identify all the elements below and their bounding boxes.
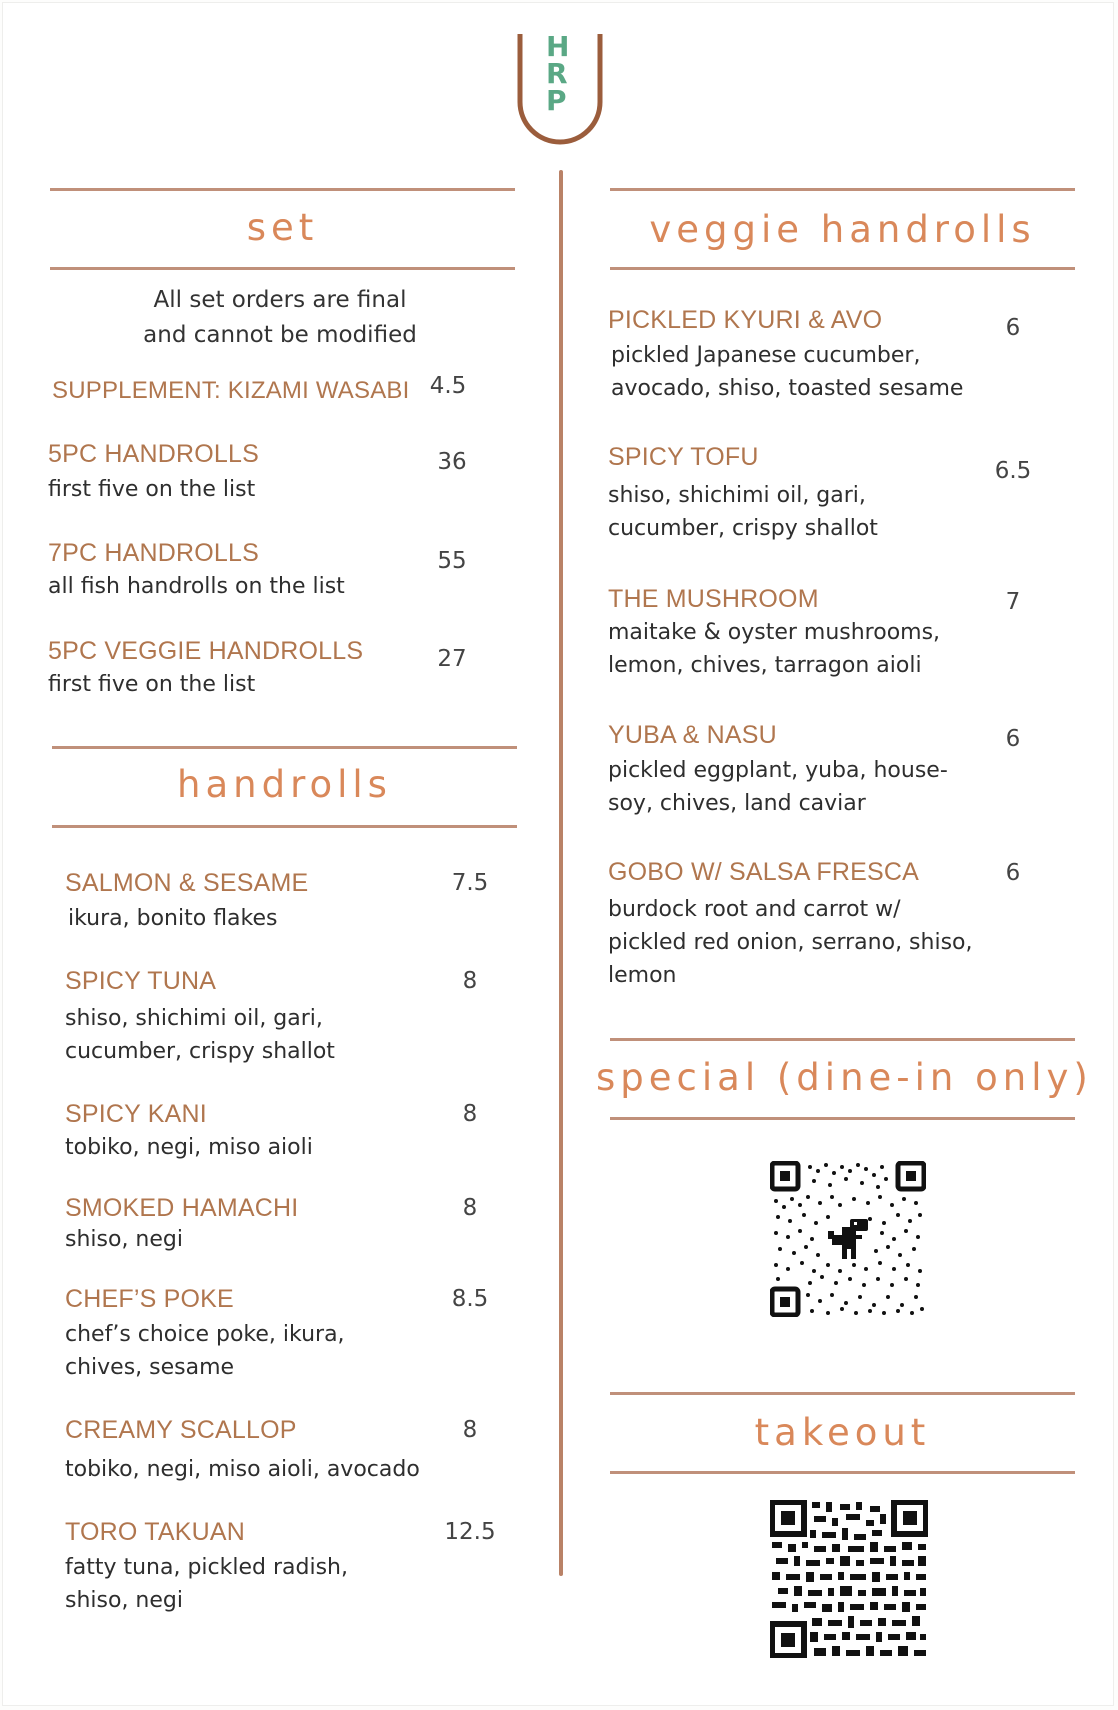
handroll-item [65, 866, 308, 935]
handrolls-rule-top [52, 746, 517, 749]
item-desc: soy, chives, land caviar [608, 791, 866, 816]
item-price: 55 [437, 548, 467, 574]
item-price: 7.5 [451, 870, 489, 896]
item-price: 6 [1005, 726, 1021, 752]
item-desc: fatty tuna, pickled radish, [65, 1555, 348, 1580]
item-name: SUPPLEMENT: KIZAMI WASABI [52, 377, 410, 404]
center-divider [559, 170, 563, 1576]
veggie-item [608, 718, 948, 820]
item-desc: tobiko, negi, miso aioli, avocado [65, 1457, 420, 1482]
item-name: CREAMY SCALLOP [65, 1416, 297, 1444]
set-item-5pc-veggie [48, 634, 363, 701]
item-desc: pickled red onion, serrano, shiso, [608, 930, 973, 955]
handroll-item [65, 1282, 345, 1384]
item-desc: tobiko, negi, miso aioli [65, 1135, 313, 1160]
takeout-qr-code[interactable] [770, 1500, 928, 1662]
item-desc: shiso, shichimi oil, gari, [65, 1006, 323, 1031]
set-item-supplement [52, 374, 410, 408]
set-note-line: and cannot be modified [143, 322, 417, 348]
takeout-rule-bottom [610, 1471, 1075, 1474]
item-price: 6 [1005, 860, 1021, 886]
dine-in-qr-code[interactable] [770, 1161, 926, 1321]
item-desc: maitake & oyster mushrooms, [608, 620, 941, 645]
item-desc: ikura, bonito flakes [68, 906, 278, 931]
item-price: 8 [462, 968, 478, 994]
veggie-rule-bottom [610, 267, 1075, 270]
item-name: SALMON & SESAME [65, 869, 309, 897]
dine-in-qr-svg [770, 1161, 926, 1317]
item-desc: pickled Japanese cucumber, [611, 343, 921, 368]
item-name: PICKLED KYURI & AVO [608, 306, 883, 334]
item-name: SMOKED HAMACHI [65, 1194, 299, 1222]
set-rule-top [50, 188, 515, 191]
special-rule-bottom [610, 1117, 1075, 1120]
hrp-logo [516, 30, 604, 146]
takeout-qr-svg [770, 1500, 928, 1658]
set-note [80, 283, 480, 353]
item-desc: chives, sesame [65, 1355, 235, 1380]
handrolls-title: handrolls [177, 763, 392, 806]
item-desc: shiso, negi [65, 1227, 183, 1252]
special-rule-top [610, 1038, 1075, 1041]
set-rule-bottom [50, 267, 515, 270]
item-desc: burdock root and carrot w/ [608, 897, 901, 922]
item-desc: lemon, chives, tarragon aioli [608, 653, 922, 678]
handrolls-rule-bottom [52, 825, 517, 828]
item-desc: shiso, shichimi oil, gari, [608, 483, 866, 508]
set-title: set [246, 206, 319, 249]
item-name: TORO TAKUAN [65, 1518, 246, 1546]
item-price: 7 [1005, 589, 1021, 615]
item-name: SPICY TUNA [65, 967, 217, 995]
item-name: SPICY TOFU [608, 443, 759, 471]
item-price: 8 [462, 1417, 478, 1443]
veggie-item [608, 440, 878, 545]
item-desc: cucumber, crispy shallot [65, 1039, 335, 1064]
set-item-5pc [48, 437, 259, 506]
set-item-7pc [48, 536, 345, 603]
item-price: 36 [437, 449, 467, 475]
item-desc: first five on the list [48, 672, 256, 697]
item-desc: pickled eggplant, yuba, house- [608, 758, 948, 783]
veggie-rule-top [610, 188, 1075, 191]
takeout-title: takeout [754, 1411, 931, 1454]
item-desc: cucumber, crispy shallot [608, 516, 878, 541]
item-name: CHEF’S POKE [65, 1285, 234, 1313]
veggie-item [608, 582, 940, 682]
handroll-item [65, 1515, 348, 1617]
item-desc: first five on the list [48, 477, 256, 502]
special-title: special (dine-in only) [596, 1056, 1093, 1099]
item-price: 8 [462, 1101, 478, 1127]
item-name: 5PC HANDROLLS [48, 440, 259, 468]
veggie-item [608, 855, 972, 992]
item-price: 27 [437, 646, 467, 672]
item-desc: lemon [608, 963, 677, 988]
item-price: 12.5 [444, 1519, 496, 1545]
item-name: THE MUSHROOM [608, 585, 819, 613]
item-price: 8 [462, 1195, 478, 1221]
item-desc: all fish handrolls on the list [48, 574, 345, 599]
handroll-item [65, 964, 335, 1068]
item-price: 4.5 [429, 373, 467, 399]
set-note-line: All set orders are final [153, 287, 407, 313]
handroll-item [65, 1191, 298, 1256]
takeout-rule-top [610, 1392, 1075, 1395]
item-name: GOBO W/ SALSA FRESCA [608, 858, 920, 886]
item-price: 6 [1005, 315, 1021, 341]
item-name: 5PC VEGGIE HANDROLLS [48, 637, 364, 665]
item-desc: shiso, negi [65, 1588, 183, 1613]
logo-letter-h: H [546, 30, 570, 63]
item-desc: chef’s choice poke, ikura, [65, 1322, 345, 1347]
logo-letter-p: P [546, 84, 567, 117]
item-name: 7PC HANDROLLS [48, 539, 259, 567]
item-name: SPICY KANI [65, 1100, 207, 1128]
item-desc: avocado, shiso, toasted sesame [611, 376, 964, 401]
veggie-item [608, 303, 963, 405]
item-price: 6.5 [994, 458, 1032, 484]
logo-letter-r: R [546, 57, 568, 90]
veggie-title: veggie handrolls [649, 208, 1036, 251]
item-name: YUBA & NASU [608, 721, 777, 749]
item-price: 8.5 [451, 1286, 489, 1312]
handroll-item [65, 1413, 420, 1486]
handroll-item [65, 1097, 313, 1164]
